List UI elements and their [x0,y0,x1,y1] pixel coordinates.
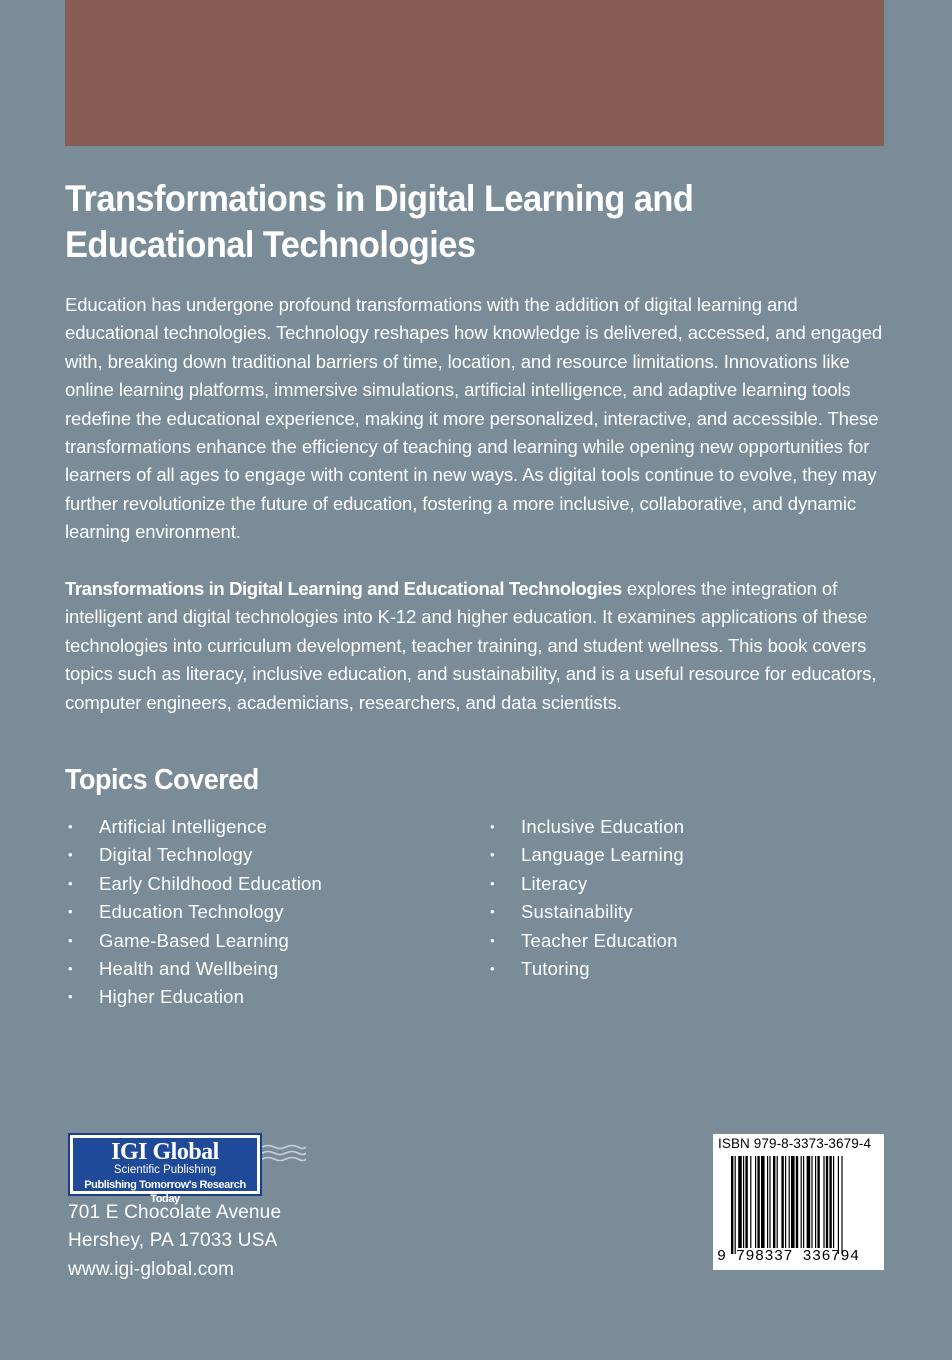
description-paragraph-1: Education has undergone profound transformations with the addition of digital learning and educational technologies. Technology reshapes how knowledge is delivered, accessed, and engaged with, breaking down traditional barriers of time, location, and resource limitations. Innovations like online learning platforms, immersive simulations, artificial intelligence, and adaptive learning tools redefine the educational experience, making it more personalized, interactive, and accessible. These transformations enhance the efficiency of teaching and learning while opening new opportunities for learners of all ages to engage with content in new ways. As digital tools continue to evolve, they may further revolutionize the future of education, fostering a more inclusive, collaborative, and dynamic learning environment. [65,294,883,543]
publisher-logo-inner [73,1138,257,1205]
topic-label: Digital Technology [99,844,253,866]
isbn-barcode [713,1134,884,1270]
barcode-bar [801,1156,802,1248]
bullet-icon: • [68,989,73,1005]
bullet-icon: • [68,961,73,977]
barcode-bar [745,1156,747,1248]
topic-label: Game-Based Learning [99,929,289,951]
barcode-bar [833,1156,834,1248]
barcode-bar [731,1156,733,1254]
publisher-logo-name: IGI Global [111,1139,219,1165]
barcode-bar [735,1156,736,1254]
barcode-bar [796,1156,798,1248]
topic-label: Higher Education [99,986,245,1008]
topic-label: Teacher Education [521,929,678,951]
topic-item [65,898,322,926]
barcode-bar [761,1156,765,1248]
bullet-icon: • [490,904,495,920]
topic-label: Inclusive Education [521,816,685,837]
topic-label: Language Learning [521,844,684,866]
description-paragraph-2 [65,575,895,717]
topic-item [487,841,684,869]
book-title-line2: Educational Technologies [65,224,476,265]
barcode-bar [738,1156,742,1248]
topic-item [487,955,684,983]
publisher-address [68,1199,281,1284]
bullet-icon: • [68,904,73,920]
bullet-icon: • [68,819,73,834]
barcode-bar [817,1156,819,1248]
barcode-digits: 9 798337 336794 [717,1248,860,1265]
topic-label: Artificial Intelligence [99,816,268,837]
wave-lines-icon [262,1143,306,1167]
barcode-bar [829,1156,831,1248]
barcode-bar [750,1156,751,1248]
barcode-bar [841,1156,842,1254]
barcode-bar [807,1156,811,1248]
book-title-line1: Transformations in Digital Learning and [65,178,694,219]
barcode-bar [815,1156,816,1248]
barcode-bar [769,1156,770,1248]
topic-item [65,983,322,1011]
barcode-bar [773,1156,775,1248]
publisher-logo [68,1133,262,1205]
topic-label: Education Technology [99,901,284,923]
barcode-bar [803,1156,804,1248]
topic-label: Tutoring [521,958,590,980]
bullet-icon: • [490,961,495,977]
publisher-logo-tagline: Publishing Tomorrow's Research Today [84,1179,246,1205]
barcode-bar [781,1156,783,1248]
topic-label: Health and Wellbeing [99,958,279,980]
topic-label: Literacy [521,872,588,894]
address-line-2: Hershey, PA 17033 USA [68,1230,278,1252]
description-paragraph-2-text: explores the integration of intelligent and digital technologies into K-12 and higher education. It examines applications of these technologies into curriculum development, teacher training, and student wellness. This book covers topics such as literacy, inclusive education, and sustainability, and is a useful resource for educators, computer engineers, academicians, researchers, and data scientists. [65,578,877,713]
barcode-bar [838,1156,839,1254]
bullet-icon: • [68,847,73,863]
publisher-website: www.igi-global.com [68,1258,235,1280]
barcode-bar [755,1156,756,1248]
publisher-logo-sub: Scientific Publishing [113,1164,217,1176]
barcode-bar [789,1156,790,1248]
topic-item [487,898,684,926]
barcode-bar [791,1156,795,1248]
bullet-icon: • [490,875,495,891]
topic-item [65,870,322,898]
barcode-bar [811,1156,812,1248]
topic-item [65,927,322,955]
address-line-1: 701 E Chocolate Avenue [68,1202,282,1223]
barcode-bar [785,1156,786,1248]
bullet-icon: • [490,819,495,834]
bullet-icon: • [490,932,495,948]
bullet-icon: • [68,932,73,948]
bullet-icon: • [490,847,495,863]
topic-item [65,841,322,869]
barcode-bar [826,1156,828,1248]
topic-item [487,813,684,841]
barcode-bar [743,1156,744,1248]
topic-item [65,813,322,841]
topic-label: Sustainability [521,901,633,923]
topic-item [65,955,322,983]
book-title [65,176,809,268]
topic-item [487,927,684,955]
topics-list-right [487,813,684,983]
bullet-icon: • [68,875,73,891]
isbn-label: ISBN 979-8-3373-3679-4 [718,1136,872,1151]
barcode-bar [757,1156,759,1248]
top-color-band [65,0,884,146]
description-paragraph-2-bold-title: Transformations in Digital Learning and Educational Technologies [65,578,622,599]
topics-heading: Topics Covered [65,764,259,796]
barcode-bar [777,1156,778,1248]
topic-label: Early Childhood Education [99,872,323,894]
topic-item [487,870,684,898]
barcode-bar [823,1156,824,1248]
barcode-bar [767,1156,768,1248]
topics-list-left [65,813,322,1012]
